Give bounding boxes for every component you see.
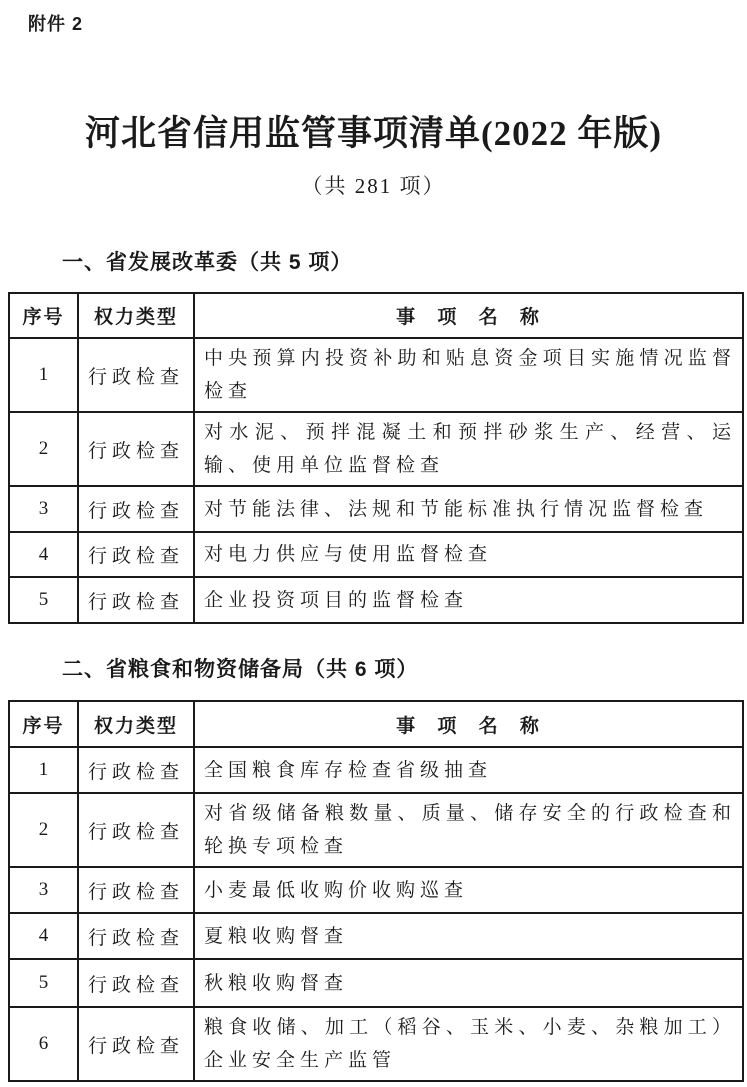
row-seq: 5 — [9, 959, 78, 1007]
row-type: 行政检查 — [78, 412, 194, 486]
row-name: 对电力供应与使用监督检查 — [194, 532, 743, 577]
column-header-type: 权力类型 — [78, 701, 194, 747]
row-name: 企业投资项目的监督检查 — [194, 577, 743, 623]
row-seq: 5 — [9, 577, 78, 623]
row-type: 行政检查 — [78, 577, 194, 623]
row-type: 行政检查 — [78, 338, 194, 412]
table-row — [9, 577, 743, 623]
table-row — [9, 913, 743, 959]
column-header-name: 事 项 名 称 — [194, 293, 743, 338]
page-title: 河北省信用监管事项清单(2022 年版) — [84, 114, 663, 153]
row-type: 行政检查 — [78, 793, 194, 867]
row-seq: 3 — [9, 867, 78, 913]
table-header-row — [9, 293, 743, 338]
table-row — [9, 747, 743, 793]
row-seq: 4 — [9, 913, 78, 959]
section-2-heading: 二、省粮食和物资储备局（共 6 项） — [62, 658, 419, 681]
column-header-seq: 序号 — [9, 701, 78, 747]
row-seq: 6 — [9, 1007, 78, 1081]
table-header-row — [9, 701, 743, 747]
column-header-name: 事 项 名 称 — [194, 701, 743, 747]
row-type: 行政检查 — [78, 532, 194, 577]
row-seq: 2 — [9, 412, 78, 486]
row-type: 行政检查 — [78, 1007, 194, 1081]
row-type: 行政检查 — [78, 867, 194, 913]
row-name: 中央预算内投资补助和贴息资金项目实施情况监督检查 — [194, 338, 743, 412]
table-row — [9, 793, 743, 867]
column-header-seq: 序号 — [9, 293, 78, 338]
page-subtitle: （共 281 项） — [301, 174, 446, 198]
row-name: 对水泥、预拌混凝土和预拌砂浆生产、经营、运输、使用单位监督检查 — [194, 412, 743, 486]
row-type: 行政检查 — [78, 486, 194, 532]
table-row — [9, 959, 743, 1007]
attachment-label: 附件 2 — [28, 14, 84, 34]
row-seq: 2 — [9, 793, 78, 867]
table-row — [9, 486, 743, 532]
row-seq: 4 — [9, 532, 78, 577]
table-row — [9, 338, 743, 412]
section-1-table — [8, 292, 744, 624]
row-name: 小麦最低收购价收购巡查 — [194, 867, 743, 913]
table-row — [9, 1007, 743, 1081]
row-seq: 1 — [9, 338, 78, 412]
table-row — [9, 532, 743, 577]
row-type: 行政检查 — [78, 959, 194, 1007]
row-name: 秋粮收购督查 — [194, 959, 743, 1007]
row-seq: 3 — [9, 486, 78, 532]
row-seq: 1 — [9, 747, 78, 793]
row-type: 行政检查 — [78, 747, 194, 793]
row-name: 夏粮收购督查 — [194, 913, 743, 959]
row-name: 对节能法律、法规和节能标准执行情况监督检查 — [194, 486, 743, 532]
row-name: 对省级储备粮数量、质量、储存安全的行政检查和轮换专项检查 — [194, 793, 743, 867]
table-row — [9, 867, 743, 913]
section-1-heading: 一、省发展改革委（共 5 项） — [62, 251, 353, 274]
column-header-type: 权力类型 — [78, 293, 194, 338]
row-name: 全国粮食库存检查省级抽查 — [194, 747, 743, 793]
row-name: 粮食收储、加工（稻谷、玉米、小麦、杂粮加工）企业安全生产监管 — [194, 1007, 743, 1081]
table-row — [9, 412, 743, 486]
section-2-table — [8, 700, 744, 1082]
row-type: 行政检查 — [78, 913, 194, 959]
